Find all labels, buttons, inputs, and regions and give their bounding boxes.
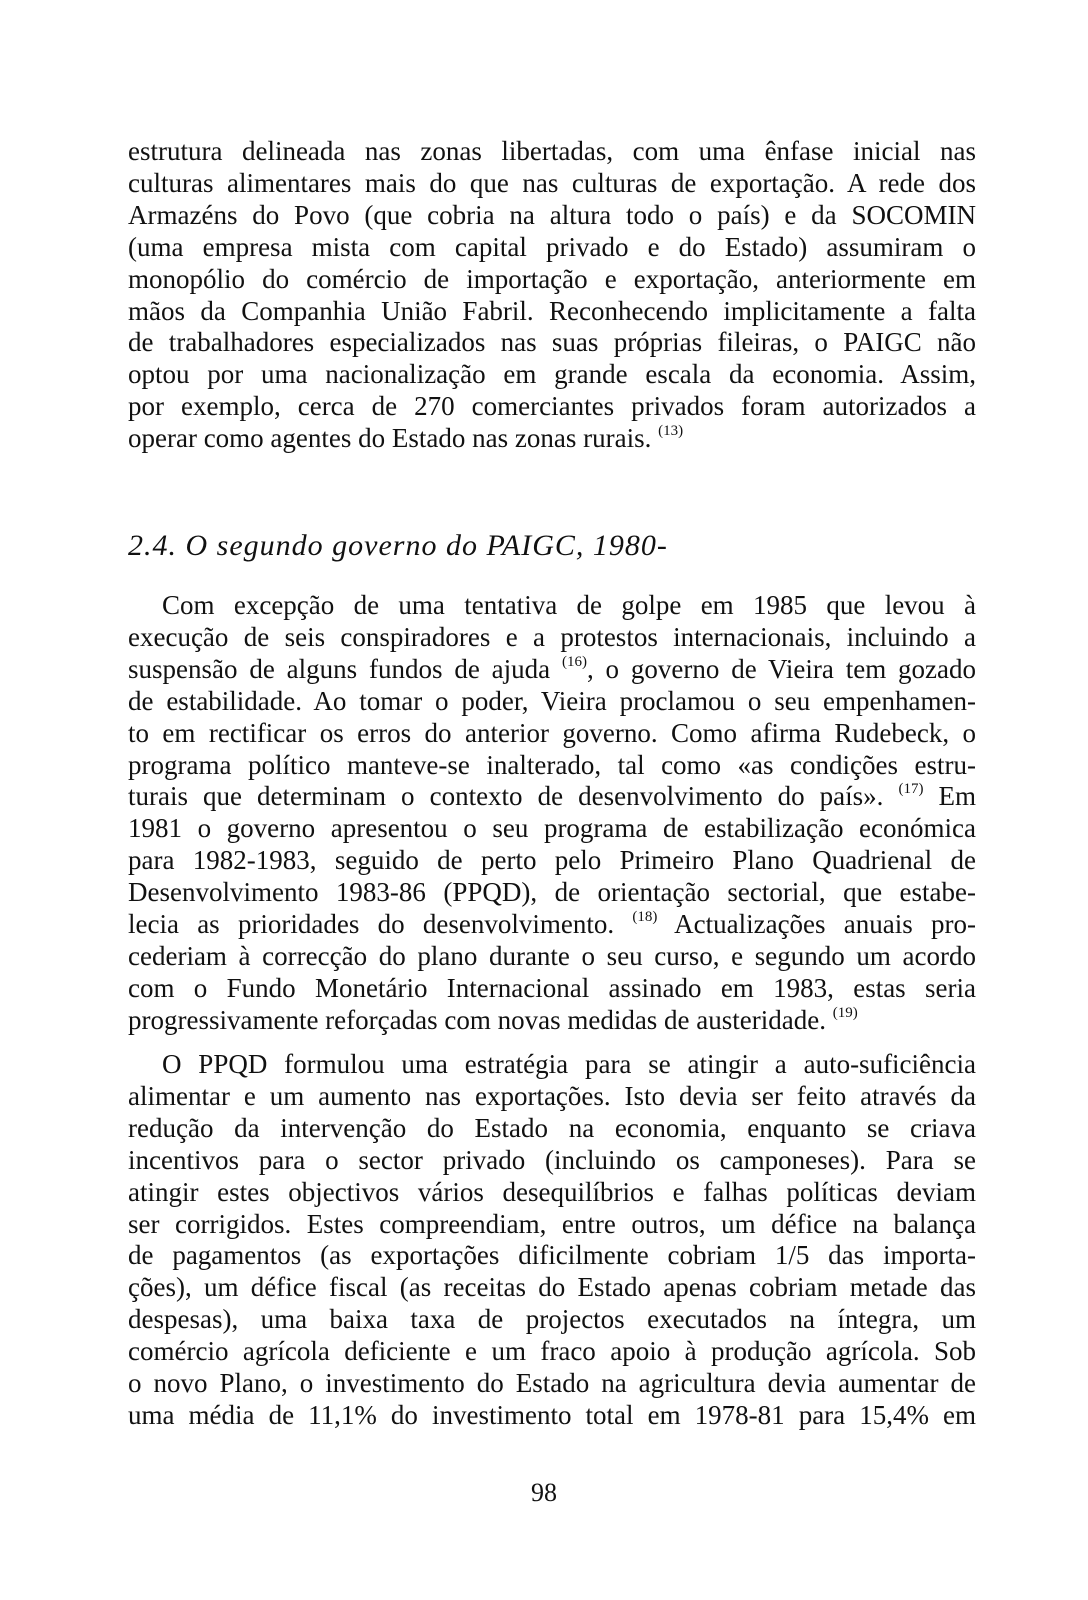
text-line: 1981 o governo apresentou o seu programa de estabilização económica (128, 813, 976, 844)
text-line: cederiam à correcção do plano durante o seu curso, e segundo um acordo (128, 940, 976, 971)
text-line: de trabalhadores especializados nas suas próprias fileiras, o PAIGC não (128, 327, 976, 358)
text-fragment: Actualizações anuais pro- (657, 909, 977, 940)
text-line: ções), um défice fiscal (as receitas do Estado apenas cobriam metade das (128, 1272, 976, 1303)
text-line: comércio agrícola deficiente e um fraco apoio à produção agrícola. Sob (128, 1336, 976, 1367)
text-line: de pagamentos (as exportações dificilmente cobriam 1/5 das importa- (128, 1240, 976, 1271)
text-fragment: Em (923, 781, 976, 812)
text-line: com o Fundo Monetário Internacional assinado em 1983, estas seria (128, 972, 976, 1003)
text-line: optou por uma nacionalização em grande escala da economia. Assim, (128, 359, 976, 390)
text-line: uma média de 11,1% do investimento total em 1978-81 para 15,4% em (128, 1399, 976, 1430)
paragraph-1 (128, 136, 976, 455)
footnote-ref-16: (16) (561, 653, 587, 670)
text-line: to em rectificar os erros do anterior governo. Como afirma Rudebeck, o (128, 717, 976, 748)
text-line: programa político manteve-se inalterado, tal como «as condições estru- (128, 749, 976, 780)
text-line: Armazéns do Povo (que cobria na altura todo o país) e da SOCOMIN (128, 199, 976, 230)
text-line: alimentar e um aumento nas exportações. Isto devia ser feito através da (128, 1080, 976, 1111)
text-line: Desenvolvimento 1983-86 (PPQD), de orientação sectorial, que estabe- (128, 877, 976, 908)
text-line: monopólio do comércio de importação e exportação, anteriormente em (128, 263, 976, 294)
text-fragment: lecia as prioridades do desenvolvimento. (128, 909, 615, 940)
footnote-ref-19: (19) (832, 1004, 858, 1021)
text-line: incentivos para o sector privado (incluindo os camponeses). Para se (128, 1144, 976, 1175)
text-line: (uma empresa mista com capital privado e do Estado) assumiram o (128, 231, 976, 262)
text-line: redução da intervenção do Estado na economia, enquanto se criava (128, 1112, 976, 1143)
text-fragment: , o governo de Vieira tem gozado (586, 653, 977, 684)
text-line: execução de seis conspiradores e a protestos internacionais, incluindo a (128, 621, 976, 652)
text-fragment: progressivamente reforçadas com novas medidas de austeridade. (128, 1004, 826, 1035)
text-line: o novo Plano, o investimento do Estado na agricultura devia aumentar de (128, 1368, 976, 1399)
paragraph-2 (128, 590, 976, 1037)
text-fragment: operar como agentes do Estado nas zonas rurais. (128, 423, 652, 454)
text-line-last (128, 1005, 976, 1037)
paragraph-3 (128, 1049, 976, 1432)
text-line: para 1982-1983, seguido de perto pelo Primeiro Plano Quadrienal de (128, 845, 976, 876)
text-line: ser corrigidos. Estes compreendiam, entre outros, um défice na balança (128, 1208, 976, 1239)
text-line (128, 909, 976, 941)
text-line-last (128, 423, 976, 455)
text-line: Com excepção de uma tentativa de golpe em 1985 que levou à (162, 590, 976, 620)
footnote-ref-13: (13) (658, 423, 684, 440)
section-heading: 2.4. O segundo governo do PAIGC, 1980- (128, 529, 668, 562)
page-number: 98 (531, 1478, 557, 1507)
text-line: de estabilidade. Ao tomar o poder, Vieira proclamou o seu empenhamen- (128, 685, 976, 716)
footnote-ref-17: (17) (898, 781, 924, 798)
text-fragment: suspensão de alguns fundos de ajuda (128, 653, 551, 684)
text-line (128, 781, 976, 813)
text-line: O PPQD formulou uma estratégia para se atingir a auto-suficiência (162, 1049, 976, 1079)
footnote-ref-18: (18) (632, 909, 658, 926)
text-line: por exemplo, cerca de 270 comerciantes privados foram autorizados a (128, 391, 976, 422)
text-fragment: turais que determinam o contexto de desenvolvimento do país». (128, 781, 884, 812)
text-line: culturas alimentares mais do que nas culturas de exportação. A rede dos (128, 167, 976, 198)
text-line: atingir estes objectivos vários desequilíbrios e falhas políticas deviam (128, 1176, 976, 1207)
text-line: mãos da Companhia União Fabril. Reconhecendo implicitamente a falta (128, 295, 976, 326)
text-line: estrutura delineada nas zonas libertadas, com uma ênfase inicial nas (128, 136, 976, 166)
text-line: despesas), uma baixa taxa de projectos executados na íntegra, um (128, 1304, 976, 1335)
text-line (128, 654, 976, 686)
